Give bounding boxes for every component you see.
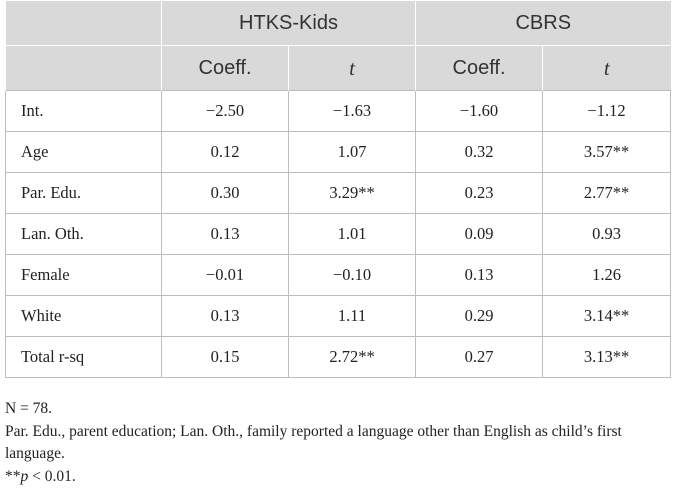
- htks-t-cell: −1.63: [289, 91, 416, 132]
- table-header: [6, 1, 671, 91]
- footnote-significance: [5, 466, 670, 489]
- cbrs-t-cell: 3.14**: [543, 296, 671, 337]
- row-label: Par. Edu.: [6, 173, 162, 214]
- footnote-sample-size: N = 78.: [5, 400, 53, 417]
- table-row: [6, 296, 671, 337]
- cbrs-t-cell: 3.57**: [543, 132, 671, 173]
- table-body: [6, 91, 671, 378]
- sub-header-cbrs-t: t: [543, 46, 671, 91]
- table-row: [6, 132, 671, 173]
- cbrs-coeff-cell: 0.23: [416, 173, 543, 214]
- cbrs-coeff-cell: 0.32: [416, 132, 543, 173]
- sub-header-row: [6, 46, 671, 91]
- table-footnotes: [5, 398, 670, 488]
- htks-t-cell: 2.72**: [289, 337, 416, 378]
- cbrs-t-cell: −1.12: [543, 91, 671, 132]
- table-row: [6, 255, 671, 296]
- htks-t-cell: 1.01: [289, 214, 416, 255]
- htks-t-cell: 3.29**: [289, 173, 416, 214]
- regression-table: [5, 1, 671, 378]
- significance-threshold: < 0.01.: [28, 467, 76, 485]
- htks-coeff-cell: −0.01: [162, 255, 289, 296]
- htks-coeff-cell: −2.50: [162, 91, 289, 132]
- row-label: Age: [6, 132, 162, 173]
- group-header-cbrs: CBRS: [416, 1, 671, 46]
- htks-coeff-cell: 0.13: [162, 296, 289, 337]
- header-corner-cell: [6, 1, 162, 46]
- cbrs-coeff-cell: 0.09: [416, 214, 543, 255]
- p-value-symbol: p: [20, 467, 29, 485]
- cbrs-coeff-cell: 0.29: [416, 296, 543, 337]
- htks-coeff-cell: 0.13: [162, 214, 289, 255]
- table-row: [6, 214, 671, 255]
- cbrs-t-cell: 2.77**: [543, 173, 671, 214]
- cbrs-coeff-cell: −1.60: [416, 91, 543, 132]
- row-label: Lan. Oth.: [6, 214, 162, 255]
- cbrs-t-cell: 0.93: [543, 214, 671, 255]
- cbrs-t-cell: 3.13**: [543, 337, 671, 378]
- row-label: Int.: [6, 91, 162, 132]
- htks-t-cell: 1.11: [289, 296, 416, 337]
- sub-header-cbrs-coeff: Coeff.: [416, 46, 543, 91]
- sub-header-corner-cell: [6, 46, 162, 91]
- cbrs-t-cell: 1.26: [543, 255, 671, 296]
- row-label: Total r-sq: [6, 337, 162, 378]
- row-label: Female: [6, 255, 162, 296]
- regression-table-container: [5, 1, 670, 378]
- cbrs-coeff-cell: 0.13: [416, 255, 543, 296]
- htks-coeff-cell: 0.12: [162, 132, 289, 173]
- table-row: [6, 337, 671, 378]
- table-row: [6, 91, 671, 132]
- cbrs-coeff-cell: 0.27: [416, 337, 543, 378]
- table-row: [6, 173, 671, 214]
- htks-t-cell: 1.07: [289, 132, 416, 173]
- htks-coeff-cell: 0.15: [162, 337, 289, 378]
- significance-marker: **: [5, 467, 21, 485]
- sub-header-htks-coeff: Coeff.: [162, 46, 289, 91]
- htks-coeff-cell: 0.30: [162, 173, 289, 214]
- group-header-row: [6, 1, 671, 46]
- sub-header-htks-t: t: [289, 46, 416, 91]
- htks-t-cell: −0.10: [289, 255, 416, 296]
- footnote-abbreviations: Par. Edu., parent education; Lan. Oth., family reported a language other than English as child’s first language.: [5, 422, 622, 462]
- row-label: White: [6, 296, 162, 337]
- group-header-htks-kids: HTKS-Kids: [162, 1, 416, 46]
